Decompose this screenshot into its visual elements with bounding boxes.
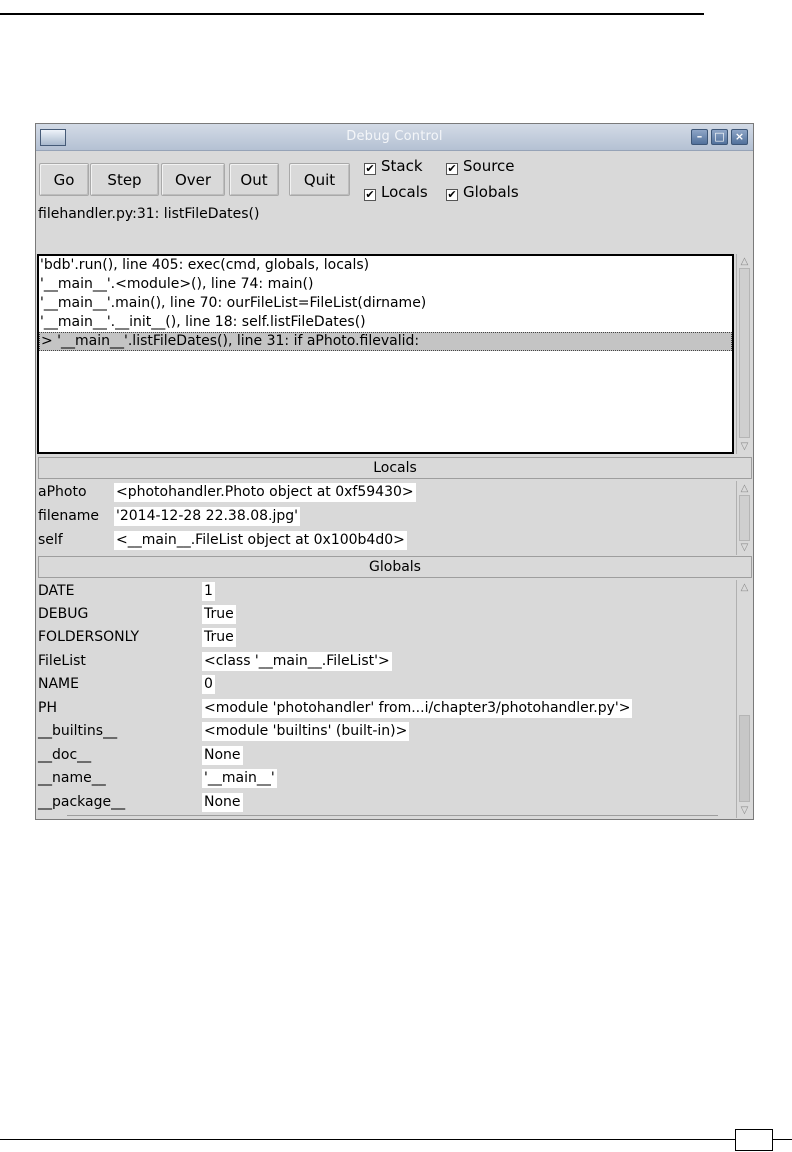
var-name: PH xyxy=(38,700,57,716)
var-value: None xyxy=(204,747,241,763)
status-line: filehandler.py:31: listFileDates() xyxy=(38,206,260,222)
var-name: FOLDERSONLY xyxy=(38,629,140,645)
var-name: NAME xyxy=(38,676,79,692)
var-value: None xyxy=(204,794,241,810)
locals-scrollbar[interactable] xyxy=(736,481,752,555)
var-value: 1 xyxy=(204,583,213,599)
stack-frame[interactable]: '__main__'.<module>(), line 74: main() xyxy=(40,276,314,292)
var-value: 0 xyxy=(204,676,213,692)
check-mark-icon[interactable]: ✔ xyxy=(365,188,375,201)
stack-frame[interactable]: '__main__'.main(), line 70: ourFileList=FileList(dirname) xyxy=(40,295,427,311)
stack-checkbox[interactable] xyxy=(364,157,423,175)
page-number-box xyxy=(735,1129,773,1151)
stack-frame[interactable]: '__main__'.__init__(), line 18: self.listFileDates() xyxy=(40,314,366,330)
var-name: DEBUG xyxy=(38,606,89,622)
var-value: <class '__main__.FileList'> xyxy=(204,653,390,669)
scroll-down-icon[interactable]: ▽ xyxy=(740,441,749,452)
var-name: __name__ xyxy=(38,770,106,786)
out-button[interactable]: Out xyxy=(229,163,279,196)
var-name: __package__ xyxy=(38,794,126,810)
minimize-button[interactable]: – xyxy=(691,129,708,145)
var-name: filename xyxy=(38,508,100,524)
var-name: __doc__ xyxy=(38,747,92,763)
var-value: '__main__' xyxy=(204,770,275,786)
quit-button[interactable]: Quit xyxy=(289,163,350,196)
scroll-down-icon[interactable]: ▽ xyxy=(740,805,749,816)
globals-header: Globals xyxy=(38,556,752,578)
scroll-thumb[interactable] xyxy=(739,268,750,438)
globals-scrollbar[interactable] xyxy=(736,580,752,818)
horizontal-scrollbar[interactable] xyxy=(67,815,718,820)
var-name: self xyxy=(38,532,63,548)
var-name: __builtins__ xyxy=(38,723,118,739)
var-name: FileList xyxy=(38,653,86,669)
page-top-rule xyxy=(0,13,704,15)
scroll-down-icon[interactable]: ▽ xyxy=(740,542,749,553)
window-title: Debug Control xyxy=(346,129,443,144)
var-value: '2014-12-28 22.38.08.jpg' xyxy=(116,508,298,524)
stack-scrollbar[interactable] xyxy=(736,254,752,454)
locals-checkbox[interactable] xyxy=(364,183,428,201)
scroll-up-icon[interactable]: △ xyxy=(740,483,749,494)
scroll-thumb[interactable] xyxy=(739,495,750,541)
stack-frame[interactable]: 'bdb'.run(), line 405: exec(cmd, globals, locals) xyxy=(40,257,370,273)
check-mark-icon[interactable]: ✔ xyxy=(365,162,375,175)
page-bottom-rule xyxy=(0,1139,792,1140)
stack-listbox[interactable] xyxy=(37,254,734,454)
var-name: aPhoto xyxy=(38,484,87,500)
var-value: <__main__.FileList object at 0x100b4d0> xyxy=(116,532,405,548)
locals-checkbox-label: Locals xyxy=(381,183,428,201)
var-value: <module 'builtins' (built-in)> xyxy=(204,723,408,739)
go-button[interactable]: Go xyxy=(39,163,89,196)
debug-control-window xyxy=(35,123,754,820)
var-name: DATE xyxy=(38,583,75,599)
title-bar[interactable] xyxy=(36,124,753,151)
globals-checkbox-label: Globals xyxy=(463,183,519,201)
scroll-up-icon[interactable]: △ xyxy=(740,582,749,593)
source-checkbox[interactable] xyxy=(446,157,515,175)
maximize-button[interactable]: □ xyxy=(711,129,728,145)
stack-checkbox-label: Stack xyxy=(381,157,423,175)
source-checkbox-label: Source xyxy=(463,157,515,175)
over-button[interactable]: Over xyxy=(161,163,225,196)
scroll-thumb[interactable] xyxy=(739,715,750,802)
scroll-up-icon[interactable]: △ xyxy=(740,256,749,267)
step-button[interactable]: Step xyxy=(90,163,159,196)
check-mark-icon[interactable]: ✔ xyxy=(447,162,457,175)
check-mark-icon[interactable]: ✔ xyxy=(447,188,457,201)
var-value: <module 'photohandler' from...i/chapter3/photohandler.py'> xyxy=(204,700,631,716)
locals-header: Locals xyxy=(38,457,752,479)
globals-checkbox[interactable] xyxy=(446,183,519,201)
var-value: <photohandler.Photo object at 0xf59430> xyxy=(116,484,414,500)
close-button[interactable]: × xyxy=(731,129,748,145)
var-value: True xyxy=(204,629,234,645)
var-value: True xyxy=(204,606,234,622)
stack-frame-current[interactable]: > '__main__'.listFileDates(), line 31: if aPhoto.filevalid: xyxy=(39,332,732,351)
